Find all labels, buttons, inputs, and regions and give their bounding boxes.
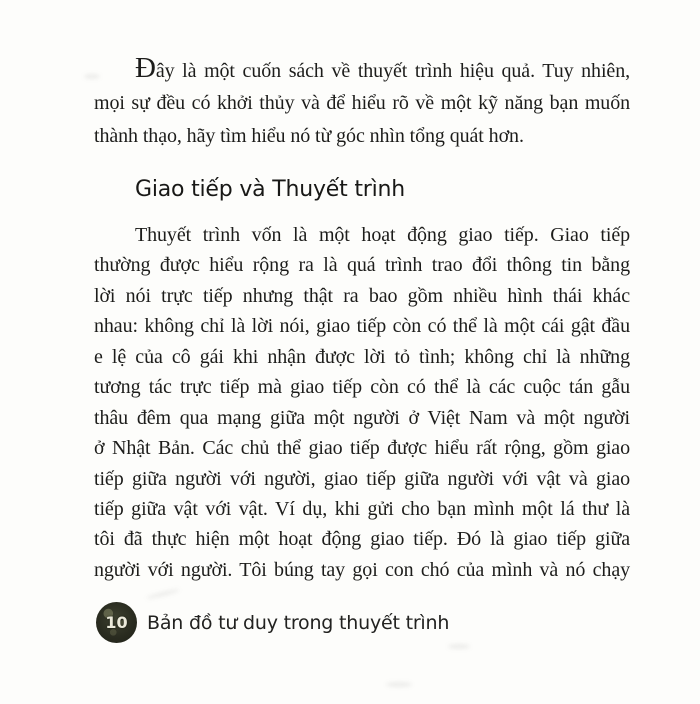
paragraph-line: thành thạo, hãy tìm hiểu nó từ góc nhìn tổng quát hơn. bbox=[94, 125, 524, 147]
paragraph-line: thường được hiểu rộng ra là quá trình trao đổi thông tin bằng bbox=[94, 254, 630, 277]
paragraph-line: e lệ của cô gái khi nhận được lời tỏ tình; không chỉ là những bbox=[94, 345, 630, 368]
scan-smudge bbox=[386, 682, 412, 687]
section-heading: Giao tiếp và Thuyết trình bbox=[135, 177, 405, 202]
body-paragraph bbox=[94, 220, 630, 585]
paragraph-line: tôi đã thực hiện một hoạt động giao tiếp. Đó là giao tiếp giữa bbox=[94, 528, 630, 551]
paragraph-line: Đây là một cuốn sách về thuyết trình hiệu quả. Tuy nhiên, bbox=[135, 52, 630, 84]
paragraph-line: người với người. Tôi búng tay gọi con chó của mình và nó chạy bbox=[94, 558, 630, 581]
paragraph-line: lời nói trực tiếp nhưng thật ra bao gồm nhiều hình thái khác bbox=[94, 284, 630, 307]
page-number-badge bbox=[96, 602, 137, 643]
opening-paragraph bbox=[94, 54, 630, 153]
paragraph-line: tiếp giữa vật với vật. Ví dụ, khi gửi cho bạn mình một lá thư là bbox=[94, 497, 630, 520]
paragraph-line: tương tác trực tiếp mà giao tiếp còn có thể là các cuộc tán gẫu bbox=[94, 376, 630, 399]
paragraph-line: tiếp giữa người với người, giao tiếp giữa người với vật và giao bbox=[94, 467, 630, 490]
paragraph-line: ở Nhật Bản. Các chủ thể giao tiếp được hiểu rất rộng, gồm giao bbox=[94, 437, 630, 460]
scan-smudge bbox=[448, 644, 470, 649]
paragraph-line: thâu đêm qua mạng giữa một người ở Việt Nam và một người bbox=[94, 406, 630, 429]
scan-smudge bbox=[146, 588, 180, 600]
paragraph-line: nhau: không chỉ là lời nói, giao tiếp còn có thể là một cái gật đầu bbox=[94, 315, 630, 338]
paragraph-line: Thuyết trình vốn là một hoạt động giao tiếp. Giao tiếp bbox=[135, 224, 630, 246]
running-footer-title: Bản đồ tư duy trong thuyết trình bbox=[147, 612, 450, 634]
page-number: 10 bbox=[105, 613, 128, 632]
paragraph-line: mọi sự đều có khởi thủy và để hiểu rõ về một kỹ năng bạn muốn bbox=[94, 92, 630, 114]
scan-smudge bbox=[84, 74, 100, 79]
